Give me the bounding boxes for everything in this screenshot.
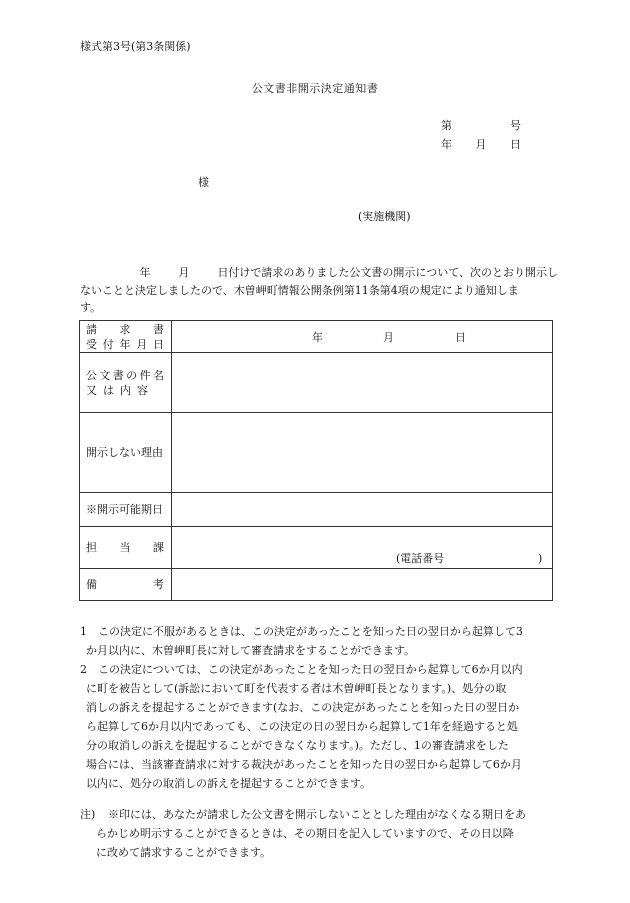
label-char: 担 (86, 541, 97, 554)
request-date-field[interactable] (172, 321, 553, 353)
label-char: 文 (99, 368, 111, 382)
intro-line-1 (80, 264, 558, 282)
row-remarks (80, 569, 553, 601)
label-char: 備 (86, 578, 97, 591)
footnote-text: に改めて請求することができます。 (96, 846, 272, 859)
reason-label-text: 開示しない理由 (86, 445, 163, 459)
section-label (80, 527, 172, 569)
label-char: 年 (119, 337, 131, 351)
notice-form-table (79, 320, 553, 601)
row-request-date (80, 321, 553, 353)
note-1-text: か月以内に、木曽岬町長に対して審査請求をすることができます。 (86, 644, 416, 657)
note-2-text: 場合には、当該審査請求に対する裁決があったことを知った日の翌日から起算して6か月 (86, 758, 522, 771)
intro-year: 年 (139, 266, 151, 279)
footnote-text: ※印には、あなたが請求した公文書を開示しないこととした理由がなくなる期日をあ (108, 808, 526, 821)
row-subject (80, 353, 553, 413)
request-date-label-line-2 (86, 337, 164, 352)
note-2 (80, 661, 558, 794)
available-date-label (80, 493, 172, 527)
subject-field[interactable] (172, 353, 553, 413)
label-char: 当 (119, 541, 131, 554)
issue-date (441, 136, 521, 155)
note-2-text: 分の取消しの訴えを提起することができなくなります。)。ただし、1の審査請求をした (86, 739, 509, 752)
footnote-line-2 (80, 825, 558, 844)
label-char: 書 (153, 322, 164, 336)
phone-close: ) (538, 552, 543, 565)
label-char: 月 (136, 337, 148, 351)
label-char: 内 (120, 383, 131, 397)
note-2-number: 2 (80, 663, 87, 676)
footnote-line-3 (80, 844, 558, 863)
intro-month: 月 (178, 266, 190, 279)
label-char: 受 (86, 337, 97, 351)
document-title: 公文書非開示決定通知書 (251, 82, 379, 95)
row-reason (80, 413, 553, 493)
reason-field[interactable] (172, 413, 553, 493)
request-date-label (80, 321, 172, 353)
available-date-label-text: ※開示可能期日 (86, 502, 163, 516)
note-1-number: 1 (80, 625, 87, 638)
label-char: 容 (137, 383, 148, 397)
document-number (441, 117, 521, 136)
note-2-text: 消しの訴えを提起することができます(なお、この決定があったことを知った日の翌日か (86, 701, 520, 714)
note-2-line-4 (80, 718, 558, 737)
footnote-head: 注) (80, 808, 96, 821)
subject-label (80, 353, 172, 413)
footnote (80, 806, 558, 863)
reason-label (80, 413, 172, 493)
note-2-text: に町を被告として(訴訟において町を代表する者は木曽岬町長となります。)、処分の取 (86, 682, 507, 695)
remarks-field[interactable] (172, 569, 553, 601)
note-1-line-2 (80, 642, 558, 661)
intro-line-2: ないことと決定しましたので、木曽岬町情報公開条例第11条第4項の規定により通知しま (80, 283, 519, 297)
label-char: 件 (139, 368, 151, 382)
note-2-line-3 (80, 699, 558, 718)
intro-paragraph (80, 264, 558, 317)
intro-line-3: す。 (80, 301, 102, 314)
request-date-label-line-1 (86, 322, 164, 337)
footnote-text: らかじめ明示することができるときは、その期日を記入していますので、その日以降 (96, 827, 514, 840)
remarks-label-text (86, 577, 164, 592)
number-prefix: 第 (441, 119, 452, 132)
note-2-line-7 (80, 775, 558, 794)
note-2-text: 以内に、処分の取消しの訴えを提起することができます。 (86, 777, 372, 790)
subject-label-line-2 (86, 383, 148, 398)
label-char: 求 (119, 322, 131, 336)
label-char: 名 (152, 368, 164, 382)
note-1-text: この決定に不服があるときは、この決定があったことを知った日の翌日から起算して3 (98, 625, 523, 638)
note-2-line-6 (80, 756, 558, 775)
request-date-day: 日 (455, 331, 466, 344)
section-label-text (86, 540, 164, 555)
label-char: 請 (86, 322, 97, 336)
note-1 (80, 623, 558, 661)
number-suffix: 号 (510, 119, 521, 132)
section-field[interactable] (172, 527, 553, 569)
intro-line-1-text: 日付けで請求のありました公文書の開示について、次のとおり開示し (217, 266, 558, 279)
note-1-line-1 (80, 623, 558, 642)
subject-label-line-1 (86, 368, 164, 383)
issue-date-year: 年 (441, 138, 452, 151)
label-char: 書 (112, 368, 124, 382)
note-2-line-1 (80, 661, 558, 680)
issue-date-day: 日 (510, 138, 521, 151)
label-char: 日 (153, 337, 164, 351)
phone-label: (電話番号 (396, 552, 445, 565)
note-2-line-2 (80, 680, 558, 699)
label-char: 又 (86, 383, 97, 397)
note-2-line-5 (80, 737, 558, 756)
label-char: 課 (153, 541, 164, 554)
row-available-date (80, 493, 553, 527)
note-2-text: この決定については、この決定があったことを知った日の翌日から起算して6か月以内 (98, 663, 523, 676)
label-char: 公 (86, 368, 97, 382)
addressee-honorific: 様 (198, 176, 209, 189)
request-date-year: 年 (312, 331, 323, 344)
agency-label: (実施機関) (358, 210, 411, 223)
footnote-line-1 (80, 806, 558, 825)
label-char: は (103, 383, 114, 397)
request-date-month: 月 (383, 331, 394, 344)
label-char: 付 (102, 337, 114, 351)
label-char: 考 (153, 578, 164, 591)
note-2-text: ら起算して6か月以内であっても、この決定の日の翌日から起算して1年を経過すると処 (86, 720, 518, 733)
row-section (80, 527, 553, 569)
available-date-field[interactable] (172, 493, 553, 527)
label-char: の (126, 368, 138, 382)
remarks-label (80, 569, 172, 601)
issue-date-month: 月 (475, 138, 487, 151)
form-number: 様式第3号(第3条関係) (80, 40, 191, 53)
